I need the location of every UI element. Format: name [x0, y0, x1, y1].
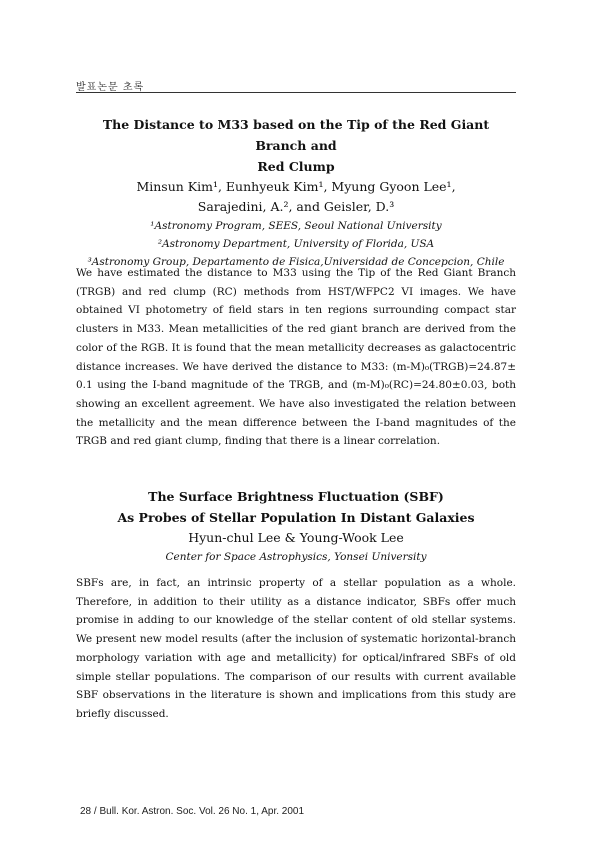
paper1-title-line2: Red Clump	[257, 159, 335, 174]
paper1-authors-line1: Minsun Kim¹, Eunhyeuk Kim¹, Myung Gyoon Lee¹,	[136, 179, 456, 194]
paper1-heading	[76, 114, 516, 271]
paper2-affiliation: Center for Space Astrophysics, Yonsei University	[165, 551, 427, 563]
paper1-title-line1: The Distance to M33 based on the Tip of the Red Giant Branch and	[102, 117, 490, 153]
paper1-abstract: We have estimated the distance to M33 using the Tip of the Red Giant Branch (TRGB) and red clump (RC) methods from HST/WFPC2 VI images. We have obtained VI photometry of field stars in ten regions surrounding compact star clusters in M33. Mean metallicities of the red giant branch are derived from the color of the RGB. It is found that the mean metallicity decreases as galactocentric distance increases. We have derived the distance to M33: (m-M)₀(TRGB)=24.87± 0.1 using the I-band magnitude of the TRGB, and (m-M)₀(RC)=24.80±0.03, both showing an excellent agreement. We have also investigated the relation between the metallicity and the mean difference between the I-band magnitudes of the TRGB and red giant clump, finding that there is a linear correlation.	[76, 267, 516, 448]
section-header-label: 발표논문 초록	[76, 82, 145, 93]
paper2-title-line1: The Surface Brightness Fluctuation (SBF)	[148, 489, 444, 504]
header-rule	[76, 92, 516, 93]
paper2-authors: Hyun-chul Lee & Young-Wook Lee	[188, 530, 404, 545]
paper2-title-line2: As Probes of Stellar Population In Distant Galaxies	[117, 510, 475, 525]
paper2-abstract: SBFs are, in fact, an intrinsic property of a stellar population as a whole. Therefore, in addition to their utility as a distance indicator, SBFs offer much promise in adding to our knowledge of the stellar content of old stellar systems. We present new model results (after the inclusion of systematic horizontal-branch morphology variation with age and metallicity) for optical/infrared SBFs of old simple stellar populations. The comparison of our results with current available SBF observations in the literature is shown and implications from this study are briefly discussed.	[76, 577, 516, 720]
paper2-heading	[76, 486, 516, 566]
paper1-affiliation-3: ³Astronomy Group, Departamento de Fisica,Universidad de Concepcion, Chile	[87, 256, 505, 268]
paper1-affiliation-1: ¹Astronomy Program, SEES, Seoul National University	[150, 220, 442, 232]
paper1-affiliation-2: ²Astronomy Department, University of Florida, USA	[157, 238, 435, 250]
page-footer: 28 / Bull. Kor. Astron. Soc. Vol. 26 No. 1, Apr. 2001	[80, 806, 305, 817]
paper1-authors-line2: Sarajedini, A.², and Geisler, D.³	[197, 199, 395, 214]
